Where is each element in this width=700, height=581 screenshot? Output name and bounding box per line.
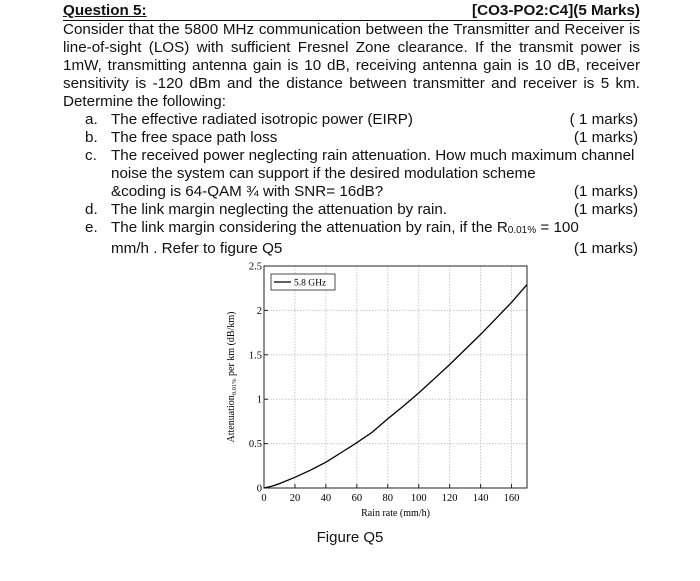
sub-question-letter: d. — [85, 201, 98, 218]
x-tick-label: 160 — [503, 493, 520, 504]
sub-question-text: The received power neglecting rain attenuation. How much maximum channel noise the system can support if the desired modulation scheme — [111, 147, 635, 182]
sub-question-a — [63, 111, 640, 129]
x-axis-label: Rain rate (mm/h) — [361, 508, 430, 519]
sub-question-marks: (1 marks) — [573, 201, 638, 218]
sub-question-c — [63, 147, 640, 201]
x-tick-label: 140 — [472, 493, 489, 504]
rain-attenuation-chart — [222, 258, 542, 528]
plot-frame — [264, 266, 527, 488]
sub-question-text-continued: mm/h . Refer to figure Q5 — [111, 240, 283, 257]
sub-question-letter: e. — [85, 219, 98, 236]
y-axis-label: Attenuation$_{0.01\%}$ per km (dB/km) — [226, 311, 238, 443]
sub-question-text: The free space path loss — [111, 129, 278, 146]
x-tick-label: 0 — [261, 493, 267, 504]
sub-question-text-pre: The link margin considering the attenuation by rain, if the R — [111, 219, 508, 236]
sub-question-text: The effective radiated isotropic power (EIRP) — [111, 111, 413, 128]
x-tick-label: 120 — [441, 493, 458, 504]
figure-q5 — [222, 258, 542, 528]
legend-label: 5.8 GHz — [294, 278, 327, 289]
y-tick-label: 1.5 — [248, 350, 262, 362]
series-line — [264, 285, 527, 488]
sub-question-text-sub: 0.01% — [507, 225, 537, 236]
sub-question-marks: (1 marks) — [573, 183, 638, 200]
sub-question-marks: (1 marks) — [573, 240, 638, 257]
question-header — [63, 2, 640, 21]
question-code: [CO3-PO2:C4](5 Marks) — [472, 2, 640, 19]
x-tick-label: 80 — [382, 493, 394, 504]
sub-question-e — [63, 219, 640, 258]
sub-question-list — [63, 111, 640, 258]
y-tick-label: 2.5 — [248, 261, 262, 273]
x-tick-label: 100 — [410, 493, 427, 504]
sub-question-letter: a. — [85, 111, 98, 128]
y-tick-label: 0.5 — [248, 439, 262, 451]
x-tick-label: 40 — [320, 493, 332, 504]
sub-question-text-post: = 100 — [536, 219, 579, 236]
x-tick-label: 20 — [289, 493, 301, 504]
figure-caption: Figure Q5 — [316, 529, 384, 546]
x-tick-label: 60 — [351, 493, 363, 504]
y-tick-label: 2 — [256, 305, 262, 317]
sub-question-letter: b. — [85, 129, 98, 146]
question-intro: Consider that the 5800 MHz communication between the Transmitter and Receiver is line-of-sight (LOS) with sufficient Fresnel Zone clearance. If the transmit power is 1mW, transmitting antenna gain is 10 dB, receiving antenna gain is 10 dB, receiver sensitivity is -120 dBm and the distance between transmitter and receiver is 5 km. Determine the following: — [63, 21, 640, 110]
sub-question-b — [63, 129, 640, 147]
question-title: Question 5: — [63, 2, 147, 19]
sub-question-text — [111, 219, 640, 240]
sub-question-letter: c. — [85, 147, 97, 164]
sub-question-text: The link margin neglecting the attenuation by rain. — [111, 201, 448, 218]
sub-question-d — [63, 201, 640, 219]
question-document — [63, 2, 640, 258]
y-tick-label: 0 — [256, 483, 262, 495]
sub-question-text-continued: &coding is 64-QAM ¾ with SNR= 16dB? — [111, 183, 384, 200]
y-tick-label: 1 — [256, 394, 262, 406]
sub-question-marks: ( 1 marks) — [569, 111, 638, 128]
sub-question-marks: (1 marks) — [573, 129, 638, 146]
